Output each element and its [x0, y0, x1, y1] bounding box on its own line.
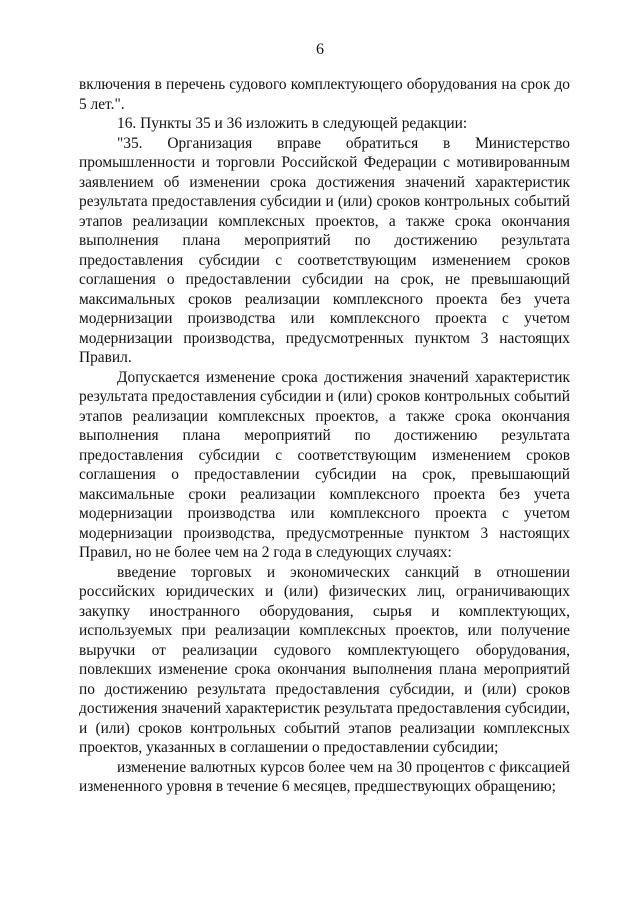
page-number: 6 — [316, 41, 324, 58]
paragraph: изменение валютных курсов более чем на 30 процентов с фиксацией измененного уровня в течение 6 месяцев, предшествующих обращению; — [79, 758, 570, 795]
paragraph: введение торговых и экономических санкций в отношении российских юридических и (или) физических лиц, ограничивающих закупку иностранного оборудования, сырья и комплектующих, используемых при реализации комплексных проектов, или получение выручки от реализации судового комплектующего оборудования, повлекших изменение срока окончания выполнения плана мероприятий по достижению результата предоставления субсидии, и (или) сроков достижения значений характеристик результата предоставления субсидии, и (или) сроков контрольных событий этапов реализации комплексных проектов, указанных в соглашении о предоставлении субсидии; — [79, 563, 570, 756]
document-body — [79, 75, 570, 797]
paragraph: включения в перечень судового комплектующего оборудования на срок до 5 лет.". — [79, 76, 570, 113]
paragraph: 16. Пункты 35 и 36 изложить в следующей редакции: — [117, 115, 468, 132]
paragraph: Допускается изменение срока достижения значений характеристик результата предоставления субсидии и (или) сроков контрольных событий этапов реализации комплексных проектов, а также срока окончания выполнения плана мероприятий по достижению результата предоставления субсидии с соответствующим изменением сроков соглашения о предоставлении субсидии на срок, превышающий максимальные сроки реализации комплексного проекта без учета модернизации производства или комплексного проекта с учетом модернизации производства, предусмотренные пунктом 3 настоящих Правил, но не более чем на 2 года в следующих случаях: — [79, 368, 570, 561]
paragraph: "35. Организация вправе обратиться в Министерство промышленности и торговли Российской Федерации с мотивированным заявлением об изменении срока достижения значений характеристик результата предоставления субсидии и (или) сроков контрольных событий этапов реализации комплексных проектов, а также срока окончания выполнения плана мероприятий по достижению результата предоставления субсидии с соответствующим изменением сроков соглашения о предоставлении субсидии на срок, не превышающий максимальных сроков реализации комплексного проекта без учета модернизации производства или комплексного проекта с учетом модернизации производства, предусмотренных пунктом 3 настоящих Правил. — [79, 134, 570, 366]
